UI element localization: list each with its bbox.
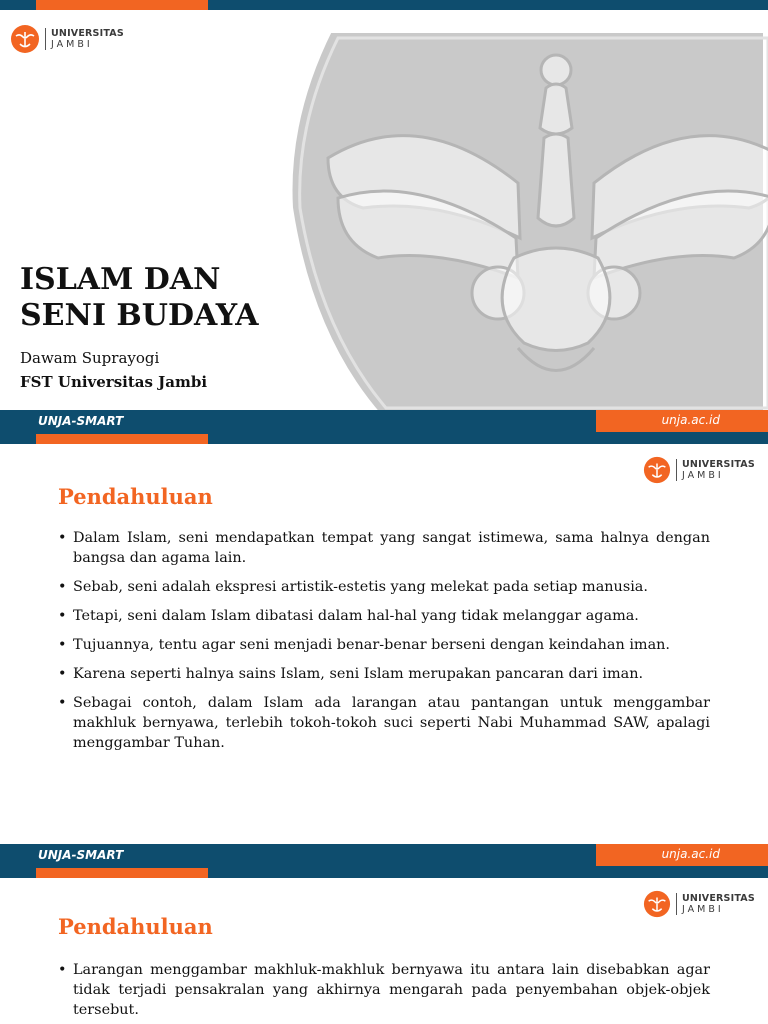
slide-heading: Pendahuluan [58, 914, 213, 939]
list-item: • Sebagai contoh, dalam Islam ada larangan atau pantangan untuk menggambar makhluk bernyawa, terlebih tokoh-tokoh suci seperti Nabi Muhammad SAW, apalagi menggambar Tuhan. [58, 693, 710, 753]
logo-text-line2: JAMBI [682, 904, 724, 915]
content-slide-1 [0, 444, 768, 878]
university-logo [643, 890, 755, 918]
slide-heading: Pendahuluan [58, 484, 213, 509]
slide-footer [0, 844, 768, 878]
author-name: Dawam Suprayogi [20, 349, 160, 367]
list-item: • Sebab, seni adalah ekspresi artistik-estetis yang melekat pada setiap manusia. [58, 577, 710, 597]
list-item: • Tetapi, seni dalam Islam dibatasi dalam hal-hal yang tidak melanggar agama. [58, 606, 710, 626]
content-slide-2 [0, 878, 768, 1024]
footer-right-url: unja.ac.id [661, 413, 720, 427]
university-logo [10, 24, 124, 54]
title-line-2: SENI BUDAYA [20, 298, 259, 333]
logo-text-line1: UNIVERSITAS [682, 893, 755, 904]
university-emblem-watermark-icon [268, 8, 768, 418]
footer-right-url: unja.ac.id [661, 847, 720, 861]
slide-footer [0, 410, 768, 444]
university-logo [643, 456, 755, 484]
list-item: • Larangan menggambar makhluk-makhluk bernyawa itu antara lain disebabkan agar tidak terjadi pensakralan yang akhirnya mengarah pada penyembahan objek-objek tersebut. [58, 960, 710, 1020]
footer-left-label: UNJA-SMART [38, 414, 124, 428]
bullet-list [58, 960, 710, 1024]
logo-text-line2: JAMBI [51, 39, 93, 50]
list-item: • Tujuannya, tentu agar seni menjadi benar-benar berseni dengan keindahan iman. [58, 635, 710, 655]
logo-text-line1: UNIVERSITAS [682, 459, 755, 470]
university-emblem-icon [643, 890, 671, 918]
university-emblem-icon [10, 24, 40, 54]
list-item: • Dalam Islam, seni mendapatkan tempat yang sangat istimewa, sama halnya dengan bangsa dan agama lain. [58, 528, 710, 568]
list-item: • Karena seperti halnya sains Islam, seni Islam merupakan pancaran dari iman. [58, 664, 710, 684]
author-affiliation: FST Universitas Jambi [20, 373, 208, 391]
logo-text-line1: UNIVERSITAS [51, 28, 124, 39]
title-slide [0, 0, 768, 444]
author-block [20, 346, 207, 394]
title-line-1: ISLAM DAN [20, 262, 221, 297]
presentation-title [20, 262, 259, 334]
footer-left-label: UNJA-SMART [38, 848, 124, 862]
university-emblem-icon [643, 456, 671, 484]
logo-text-line2: JAMBI [682, 470, 724, 481]
bullet-list [58, 528, 710, 762]
